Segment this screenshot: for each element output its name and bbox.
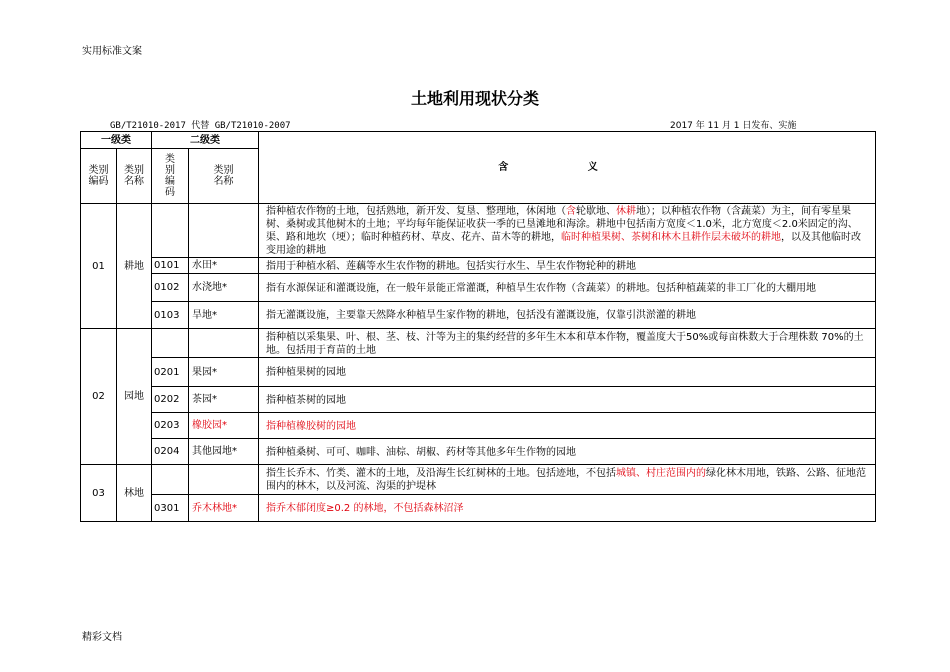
group-code: 02 [81, 329, 117, 465]
empty-cell [189, 465, 259, 495]
definition-text: 绿化林木用地，铁路、公路、征地范围内的林木，以及河流、沟渠的护堤林 [266, 468, 866, 492]
group-code: 01 [81, 204, 117, 329]
table-body [81, 204, 876, 522]
definition-text: 指生长乔木、竹类、灌木的土地，及沿海生长红树林的土地。包括迹地，不包括 [266, 468, 616, 479]
group-code: 03 [81, 465, 117, 522]
definition-text: ，以及其他临时改变用途的耕地 [266, 232, 861, 256]
definition-text: 轮歇地、 [576, 206, 616, 217]
sub-code: 0101 [152, 258, 189, 274]
group-definition [259, 329, 876, 358]
sub-definition: 指种植果树的园地 [259, 358, 876, 387]
sub-definition: 指有水源保证和灌溉设施，在一般年景能正常灌溉，种植旱生农作物（含蔬菜）的耕地。包括种植蔬菜的非工厂化的大棚用地 [259, 274, 876, 302]
group-definition [259, 465, 876, 495]
sub-name: 水田* [189, 258, 259, 274]
group-name: 林地 [117, 465, 152, 522]
sub-name: 旱地* [189, 302, 259, 329]
sub-name: 水浇地* [189, 274, 259, 302]
highlighted-text: 含 [566, 206, 576, 217]
definition-text: 地）；以种植农作物（含蔬菜）为主，间有零星果树、桑树或其他树木的土地；平均每年能保证收获一季的已垦滩地和海涂。耕地中包括南方宽度＜1.0米，北方宽度＜2.0米固定的沟、渠、路和地坎（埂）；临时种植药材、草皮、花卉、苗木等的耕地， [266, 206, 858, 243]
sub-name: 茶园* [189, 387, 259, 413]
sub-code: 0202 [152, 387, 189, 413]
l2-name-header: 类别名称 [189, 149, 259, 204]
table-row [81, 495, 876, 522]
sub-definition: 指种植桑树、可可、咖啡、油棕、胡椒、药材等其他多年生作物的园地 [259, 439, 876, 465]
table-row [81, 387, 876, 413]
sub-definition: 指种植茶树的园地 [259, 387, 876, 413]
table-row [81, 302, 876, 329]
group-name: 耕地 [117, 204, 152, 329]
definition-text: 指种植农作物的土地，包括熟地，新开发、复垦、整理地，休闲地（ [266, 206, 566, 217]
sub-name: 果园* [189, 358, 259, 387]
table-row [81, 329, 876, 358]
table-row [81, 465, 876, 495]
publish-date: 2017 年 11 月 1 日发布、实施 [670, 121, 797, 131]
l2-code-header: 类别编码 [152, 149, 189, 204]
land-use-classification-table [80, 131, 876, 522]
highlighted-text: 城镇、村庄范围内的 [616, 468, 706, 479]
standard-number: GB/T21010-2017 代替 GB/T21010-2007 [110, 121, 291, 131]
table-row [81, 358, 876, 387]
sub-name: 其他园地* [189, 439, 259, 465]
highlighted-text: 休耕 [616, 206, 636, 217]
l1-name-header: 类别名称 [117, 149, 152, 204]
page-footer-note: 精彩文档 [82, 632, 122, 643]
group-definition [259, 204, 876, 258]
empty-cell [152, 329, 189, 358]
group-name: 园地 [117, 329, 152, 465]
sub-name: 橡胶园* [189, 413, 259, 439]
highlighted-text: 临时种植果树、茶树和林木且耕作层未破坏的耕地 [561, 232, 781, 243]
page-title: 土地利用现状分类 [410, 89, 539, 108]
empty-cell [152, 204, 189, 258]
sub-code: 0203 [152, 413, 189, 439]
sub-code: 0204 [152, 439, 189, 465]
sub-definition: 指无灌溉设施，主要靠天然降水种植旱生家作物的耕地，包括没有灌溉设施，仅靠引洪淤灌的耕地 [259, 302, 876, 329]
definition-text: 指种植以采集果、叶、根、茎、枝、汁等为主的集约经营的多年生木本和草本作物，覆盖度大于50%或每亩株数大于合理株数 70%的土地。包括用于育苗的土地 [266, 331, 864, 356]
table-row [81, 204, 876, 258]
sub-definition: 指种植橡胶树的园地 [259, 413, 876, 439]
table-row [81, 413, 876, 439]
meaning-header: 含 义 [259, 132, 876, 204]
table-row [81, 439, 876, 465]
level1-header: 一级类 [81, 132, 152, 149]
sub-definition: 指乔木郁闭度≥0.2 的林地，不包括森林沼泽 [259, 495, 876, 522]
sub-code: 0201 [152, 358, 189, 387]
sub-code: 0103 [152, 302, 189, 329]
table-row [81, 258, 876, 274]
empty-cell [152, 465, 189, 495]
l1-code-header: 类别编码 [81, 149, 117, 204]
table-row [81, 274, 876, 302]
sub-definition: 指用于种植水稻、莲藕等水生农作物的耕地。包括实行水生、旱生农作物轮种的耕地 [259, 258, 876, 274]
sub-name: 乔木林地* [189, 495, 259, 522]
sub-code: 0102 [152, 274, 189, 302]
empty-cell [189, 204, 259, 258]
level2-header: 二级类 [152, 132, 259, 149]
empty-cell [189, 329, 259, 358]
page-header-note: 实用标准文案 [82, 46, 142, 57]
sub-code: 0301 [152, 495, 189, 522]
